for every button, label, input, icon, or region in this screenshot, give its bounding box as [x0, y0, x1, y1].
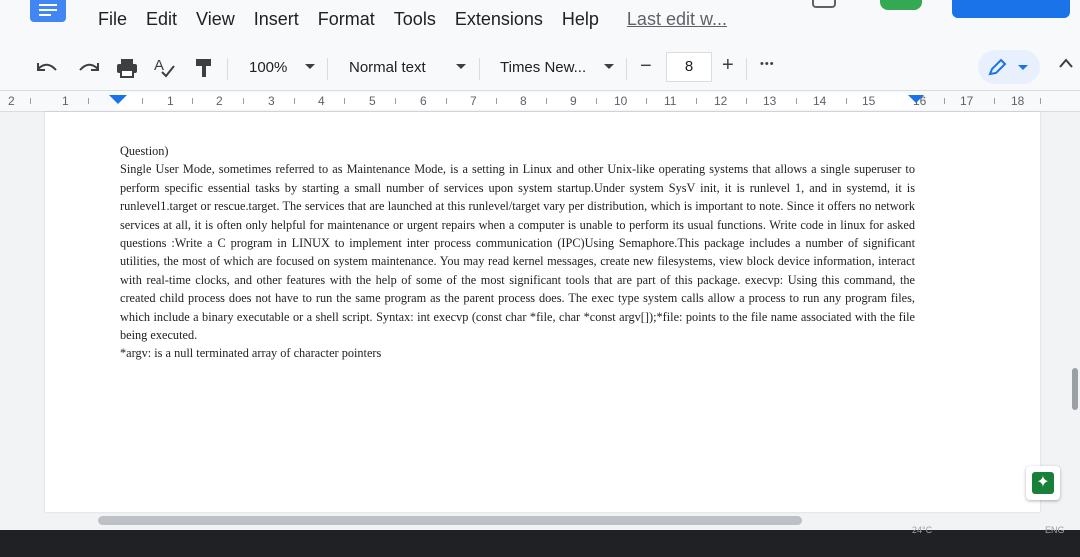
- ruler-tick: [446, 98, 447, 104]
- document-page[interactable]: [45, 112, 1040, 512]
- toolbar: [0, 44, 1080, 91]
- font-family-select[interactable]: Times New...: [500, 59, 587, 76]
- share-button[interactable]: [952, 0, 1070, 18]
- ruler-tick: [395, 98, 396, 104]
- menu-view[interactable]: View: [196, 9, 235, 29]
- menu-help[interactable]: Help: [561, 9, 599, 29]
- undo-icon[interactable]: [36, 60, 58, 74]
- ruler-label: 18: [1011, 94, 1025, 108]
- ruler-label: 2: [216, 94, 223, 108]
- paint-format-icon[interactable]: [194, 58, 214, 78]
- style-chevron-down-icon[interactable]: [456, 64, 466, 69]
- font-size-input[interactable]: 8: [666, 52, 712, 82]
- decrease-font-size-button[interactable]: −: [640, 55, 652, 77]
- zoom-select[interactable]: 100%: [249, 59, 288, 76]
- toolbar-divider: [227, 58, 228, 80]
- ruler-tick: [30, 98, 31, 104]
- question-heading: Question): [120, 144, 169, 158]
- ruler-label: 1: [62, 94, 69, 108]
- ruler-tick: [546, 98, 547, 104]
- ruler-label: 6: [420, 94, 427, 108]
- ruler-label: 7: [470, 94, 477, 108]
- ruler-tick: [846, 98, 847, 104]
- docs-logo-icon[interactable]: [30, 0, 66, 22]
- toolbar-divider: [746, 58, 747, 80]
- ruler-label: 4: [318, 94, 325, 108]
- ruler-tick: [142, 98, 143, 104]
- ruler-label: 17: [960, 94, 974, 108]
- ruler-label: 13: [763, 94, 777, 108]
- menu-file[interactable]: File: [98, 9, 128, 29]
- menu-format[interactable]: Format: [317, 9, 375, 29]
- horizontal-scrollbar-thumb[interactable]: [98, 516, 802, 525]
- ruler-label: 3: [268, 94, 275, 108]
- ruler-tick: [994, 98, 995, 104]
- zoom-chevron-down-icon[interactable]: [305, 64, 315, 69]
- toolbar-divider: [327, 58, 328, 80]
- ruler-label: 10: [614, 94, 628, 108]
- collapse-menus-icon[interactable]: [1058, 57, 1074, 69]
- temperature-readout: 24°C: [912, 525, 933, 535]
- increase-font-size-button[interactable]: +: [722, 54, 734, 76]
- print-icon[interactable]: [116, 58, 138, 78]
- ruler-tick: [796, 98, 797, 104]
- ruler-tick: [1040, 98, 1041, 104]
- ruler-tick: [88, 98, 89, 104]
- paragraph-style-select[interactable]: Normal text: [349, 59, 426, 76]
- ruler-tick: [294, 98, 295, 104]
- right-indent-marker[interactable]: [908, 95, 924, 103]
- spellcheck-icon[interactable]: [152, 56, 176, 78]
- meet-icon[interactable]: [880, 0, 922, 10]
- ruler-tick: [696, 98, 697, 104]
- body-paragraph: *argv: is a null terminated array of character pointers: [120, 346, 382, 361]
- font-chevron-down-icon[interactable]: [604, 64, 614, 69]
- ruler-label: 1: [167, 94, 174, 108]
- ruler-tick: [192, 98, 193, 104]
- more-options-icon[interactable]: •••: [760, 58, 775, 70]
- explore-button[interactable]: [1026, 466, 1060, 500]
- ruler-label: 12: [714, 94, 728, 108]
- menu-insert[interactable]: Insert: [253, 9, 299, 29]
- menu-tools[interactable]: Tools: [393, 9, 436, 29]
- last-edit-link[interactable]: Last edit w...: [626, 9, 727, 29]
- explore-icon: ✦: [1032, 472, 1054, 494]
- svg-text:A: A: [154, 57, 165, 74]
- ruler-label: 9: [570, 94, 577, 108]
- ruler-label: 16: [913, 94, 927, 108]
- ruler-label: 11: [664, 94, 677, 108]
- main-menu: [98, 9, 746, 30]
- ruler-label: 15: [862, 94, 876, 108]
- menu-edit[interactable]: Edit: [146, 9, 178, 29]
- ruler-label: 5: [369, 94, 376, 108]
- ruler-tick: [944, 98, 945, 104]
- ruler-tick: [746, 98, 747, 104]
- ruler-tick: [596, 98, 597, 104]
- ruler-label: 8: [520, 94, 527, 108]
- menu-extensions[interactable]: Extensions: [454, 9, 543, 29]
- language-indicator[interactable]: ENG: [1045, 525, 1065, 535]
- ruler[interactable]: [0, 91, 1080, 112]
- ruler-tick: [496, 98, 497, 104]
- redo-icon[interactable]: [78, 60, 100, 74]
- ruler-tick: [344, 98, 345, 104]
- comment-history-icon[interactable]: [812, 0, 836, 8]
- ruler-label: 2: [8, 94, 15, 108]
- vertical-scrollbar-thumb[interactable]: [1072, 368, 1078, 410]
- left-indent-marker[interactable]: [109, 95, 127, 104]
- editing-mode-button[interactable]: [978, 50, 1040, 84]
- menu-bar: [0, 0, 1080, 44]
- toolbar-divider: [626, 58, 627, 80]
- document-body[interactable]: [120, 142, 915, 363]
- ruler-label: 14: [813, 94, 827, 108]
- ruler-tick: [646, 98, 647, 104]
- body-paragraph: Single User Mode, sometimes referred to as Maintenance Mode, is a setting in Linux and other Unix-like operating systems that allows a single superuser to perform specific essential tasks by starting a small number of services upon system startup.Under system SysV init, it is runlevel 1, and in systemd, it is runlevel1.target or rescue.target. The services that are launched at this runlevel/target vary per distribution, which is important to note. Since it offers no network services at all, it is often only helpful for maintenance or urgent repairs when a computer is unable to perform its usual functions. Write code in linux for asked questions :Write a C program in LINUX to implement inter process communication (IPC)Using Semaphore.This package includes a number of significant utilities, the most of which are focused on system maintenance. You may read kernel messages, create new filesystems, view block device information, interact with real-time clocks, and other features with the help of some of the most significant tools that are part of this package. execvp: Using this command, the created child process does not have to run the same program as the parent process does. The exec type system calls allow a process to run any program files, which include a binary executable or a shell script. Syntax: int execvp (const char *file, char *const argv[]);*file: points to the file name associated with the file being executed.: [120, 162, 915, 343]
- ruler-tick: [243, 98, 244, 104]
- toolbar-divider: [479, 58, 480, 80]
- ruler-content-area: [118, 93, 918, 109]
